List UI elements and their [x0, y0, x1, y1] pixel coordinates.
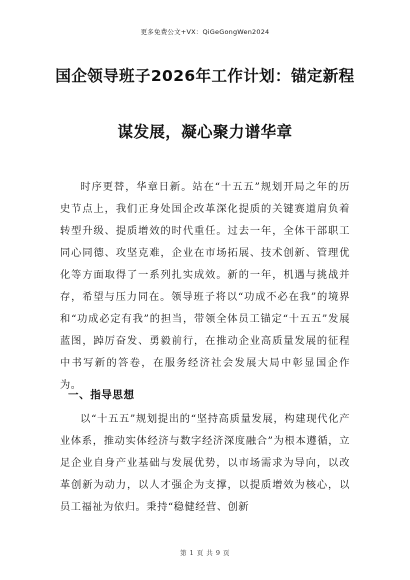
- document-title-line-1: 国企领导班子2026年工作计划：锚定新程: [55, 67, 355, 85]
- intro-paragraph-text: 时序更替，华章日新。站在“十五五”规划开局之年的历史节点上，我们正身处国企改革深化提质的关键赛道肩负着转型升级、提质增效的时代重任。过去一年，全体干部职工同心同德、攻坚克难，企业在市场拓展、技术创新、管理优化等方面取得了一系列扎实成效。新的一年，机遇与挑战并存，希望与压力同在。领导班子将以“功成不必在我”的境界和“功成必定有我”的担当，带领全体员工锚定“十五五”发展蓝图，踔厉奋发、勇毅前行，在推动企业高质量发展的征程中书写新的答卷，在服务经济社会发展大局中彰显国企作为。: [60, 182, 350, 391]
- guiding-ideology-paragraph: [60, 409, 350, 519]
- document-title-line-2: 谋发展，凝心聚力谱华章: [117, 123, 293, 141]
- section-heading-guiding-ideology: 一、指导思想: [68, 389, 135, 401]
- header-note: 更多免费公文+VX：QiGeGongWen2024: [140, 28, 270, 36]
- page-footer: 第 1 页 共 9 页: [179, 549, 231, 557]
- intro-paragraph: [60, 177, 350, 397]
- guiding-ideology-paragraph-text: 以“十五五”规划提出的“坚持高质量发展，构建现代化产业体系，推动实体经济与数字经济深度融合”为根本遵循，立足企业自身产业基础与发展优势，以市场需求为导向，以改革创新为动力，以人才强企为支撑，以提质增效为核心，以员工福祉为依归。秉持“稳健经营、创新: [60, 414, 350, 513]
